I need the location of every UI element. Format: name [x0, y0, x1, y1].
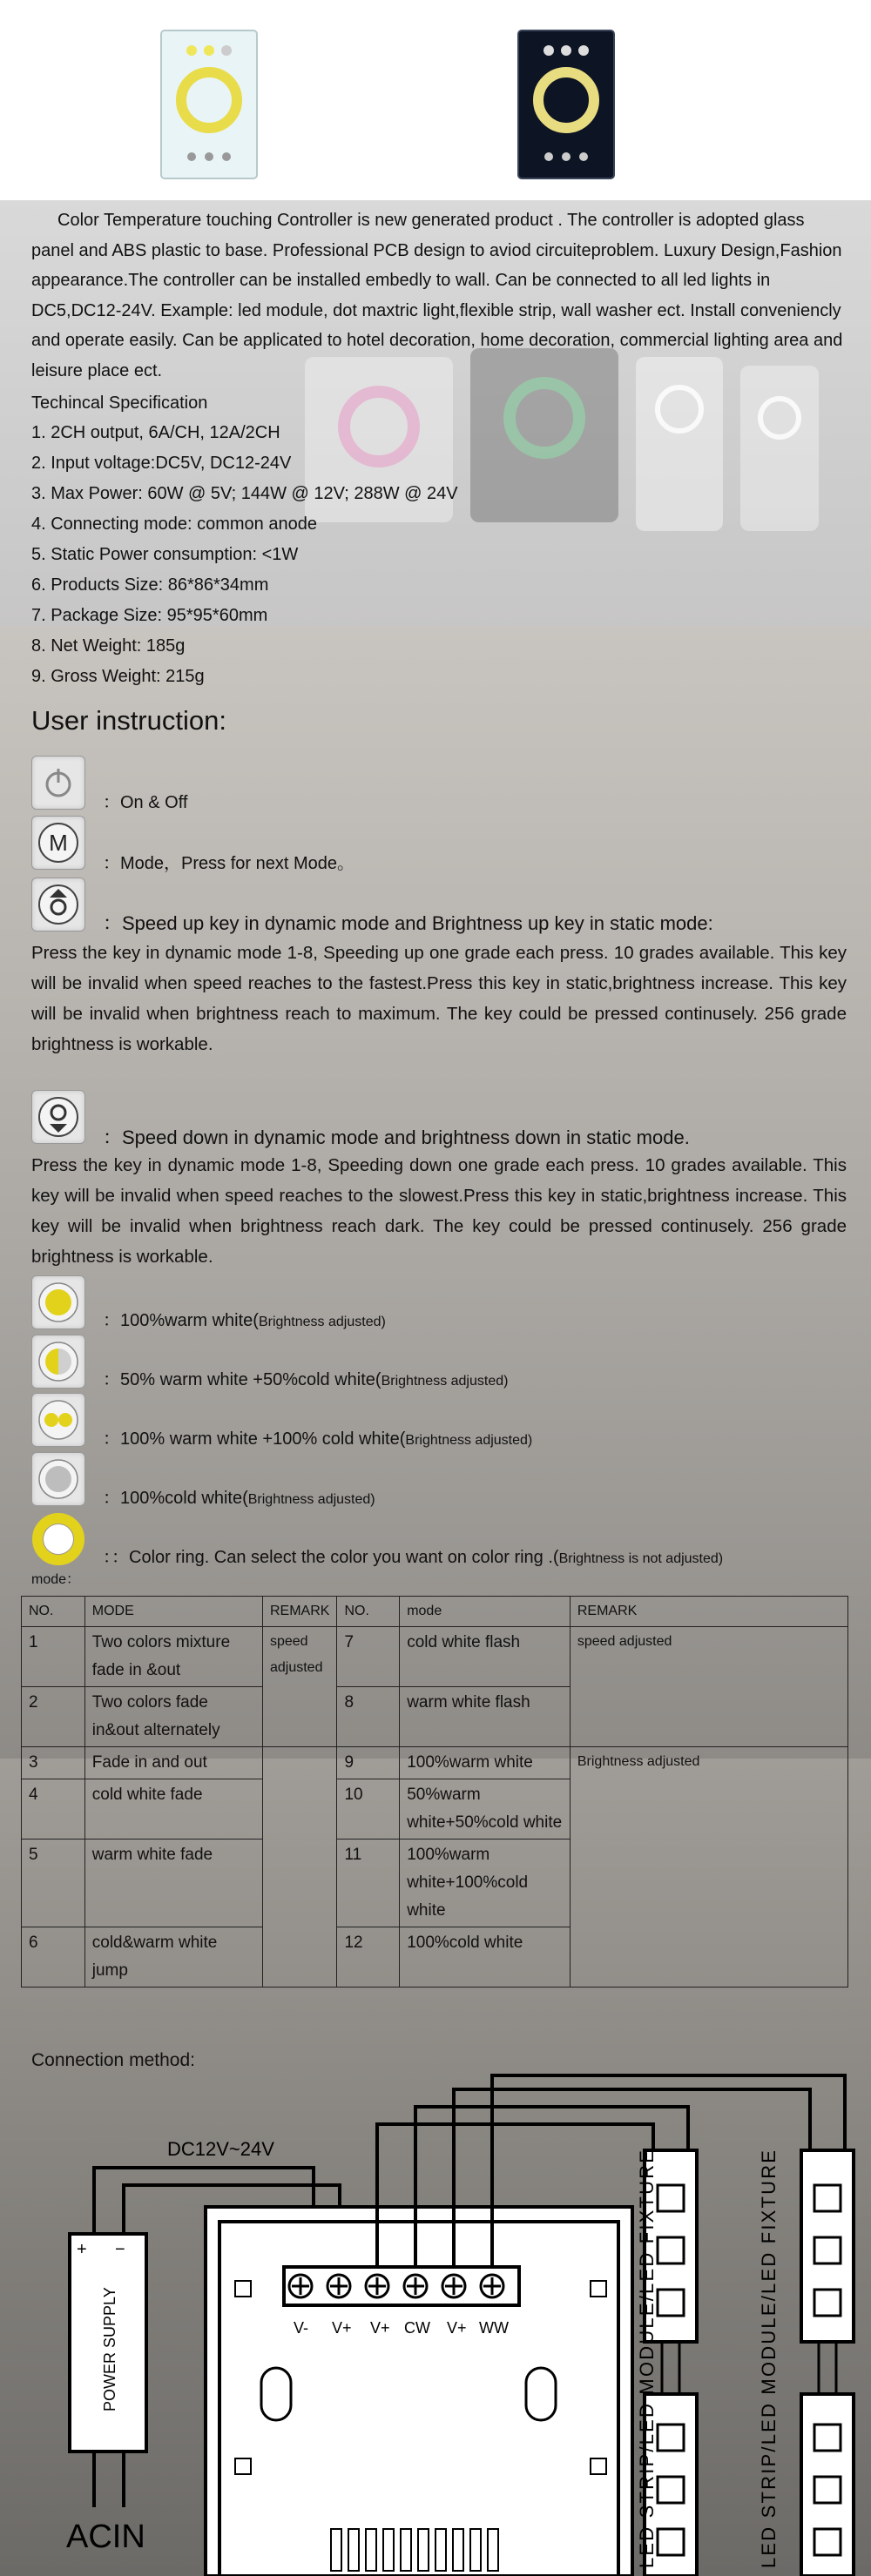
table-cell-no: 6 — [22, 1927, 85, 1987]
spec-title: Techincal Specification — [31, 393, 208, 413]
table-cell-mode: 100%cold white — [400, 1927, 571, 1987]
half-warm-cold-icon — [31, 1335, 85, 1389]
color-ring-label: ：：Color ring. Can select the color you want on color ring .(Brightness is not adjusted) — [103, 1548, 724, 1567]
cold-white-label: ：100%cold white(Brightness adjusted) — [103, 1489, 375, 1508]
table-header: mode — [400, 1597, 571, 1627]
spec-item-1: 1. 2CH output, 6A/CH, 12A/2CH — [31, 423, 280, 442]
mode-caption: mode： — [31, 1572, 81, 1587]
table-cell-no: 2 — [22, 1687, 85, 1747]
terminal-label: WW — [479, 2319, 509, 2337]
spec-item-3: 3. Max Power: 60W @ 5V; 144W @ 12V; 288W @ 24V — [31, 484, 458, 503]
table-cell-no: 3 — [22, 1747, 85, 1779]
table-cell-no: 11 — [337, 1840, 400, 1927]
full-warm-cold-icon — [31, 1393, 85, 1447]
speed-up-text: Press the key in dynamic mode 1-8, Speeding up one grade each press. 10 grades available. This key will be invalid when speed reaches to the fastest.Press this key in static,brightness increase. This key will be invalid when brightness reach to maximum. The key could be pressed continusely. 256 grade brightness is workable. — [31, 943, 847, 1054]
speed-up-key-icon — [31, 878, 85, 932]
spec-item-8: 8. Net Weight: 185g — [31, 636, 186, 656]
connection-diagram — [0, 2072, 871, 2576]
color-ring-icon — [30, 1510, 87, 1568]
spec-item-2: 2. Input voltage:DC5V, DC12-24V — [31, 454, 292, 473]
voltage-label: DC12V~24V — [167, 2138, 274, 2160]
table-cell-mode: 100%warm white+100%cold white — [400, 1840, 571, 1927]
table-cell-mode: 100%warm white — [400, 1747, 571, 1779]
full-warm-cold-label: ：100% warm white +100% cold white(Brightness adjusted) — [103, 1429, 533, 1449]
table-cell-mode: Two colors fade in&out alternately — [84, 1687, 262, 1747]
spec-item-5: 5. Static Power consumption: <1W — [31, 545, 299, 564]
half-warm-cold-label: ：50% warm white +50%cold white(Brightness adjusted) — [103, 1370, 509, 1389]
table-header: REMARK — [570, 1597, 847, 1627]
table-cell-no: 8 — [337, 1687, 400, 1747]
user-instruction-title: User instruction: — [31, 705, 226, 736]
table-header-row — [22, 1597, 848, 1627]
mode-key-label: ：Mode，Press for next Mode。 — [103, 854, 354, 873]
table-cell-mode: cold white flash — [400, 1627, 571, 1687]
warm-white-label: ：100%warm white(Brightness adjusted) — [103, 1311, 386, 1330]
warm-white-icon — [31, 1275, 85, 1329]
connection-title: Connection method: — [31, 2050, 195, 2070]
table-cell-no: 4 — [22, 1779, 85, 1840]
table-cell-no: 1 — [22, 1627, 85, 1687]
terminal-label: V+ — [332, 2319, 352, 2337]
spec-item-9: 9. Gross Weight: 215g — [31, 667, 205, 686]
table-header: MODE — [84, 1597, 262, 1627]
table-cell-no: 7 — [337, 1627, 400, 1687]
black-controller-image — [514, 26, 618, 183]
spec-item-4: 4. Connecting mode: common anode — [31, 515, 317, 534]
table-cell-no: 5 — [22, 1840, 85, 1927]
led-strip-label-2: LED STRIP/LED MODULE/LED FIXTURE — [758, 2150, 780, 2568]
white-controller-image — [157, 26, 261, 183]
power-supply-label: POWER SUPPLY — [101, 2287, 118, 2411]
table-cell-remark — [262, 1747, 336, 1987]
svg-text:M: M — [49, 830, 68, 856]
terminal-label: V+ — [370, 2319, 390, 2337]
cold-white-icon — [31, 1452, 85, 1506]
mode-table — [21, 1596, 848, 1987]
table-cell-mode: Two colors mixture fade in &out — [84, 1627, 262, 1687]
mode-key-icon — [31, 816, 85, 870]
spec-item-7: 7. Package Size: 95*95*60mm — [31, 606, 268, 625]
spec-item-6: 6. Products Size: 86*86*34mm — [31, 575, 269, 595]
terminal-label: CW — [404, 2319, 430, 2337]
speed-up-title: ：Speed up key in dynamic mode and Brightness up key in static mode: — [103, 912, 713, 934]
table-cell-mode: warm white fade — [84, 1840, 262, 1927]
speed-down-title: ：Speed down in dynamic mode and brightness down in static mode. — [103, 1127, 690, 1148]
table-cell-remark: speed adjusted — [570, 1627, 847, 1747]
table-cell-no: 12 — [337, 1927, 400, 1987]
speed-down-text: Press the key in dynamic mode 1-8, Speeding down one grade each press. 10 grades available. This key will be invalid when speed reaches to the slowest.Press this key in static,brightness increase. This key will be invalid when brightness reach dark. The key could be pressed continusely. 256 grade brightness is workable. — [31, 1155, 847, 1267]
table-header: NO. — [337, 1597, 400, 1627]
table-cell-remark: Brightness adjusted — [570, 1747, 847, 1987]
table-row — [22, 1747, 848, 1779]
speed-down-key-icon — [31, 1090, 85, 1144]
power-key-label: ：On & Off — [103, 793, 188, 812]
terminal-label: V- — [294, 2319, 309, 2337]
table-cell-mode: cold white fade — [84, 1779, 262, 1840]
table-cell-mode: 50%warm white+50%cold white — [400, 1779, 571, 1840]
table-cell-remark: speed adjusted — [262, 1627, 336, 1747]
table-header: REMARK — [262, 1597, 336, 1627]
minus-sign: − — [115, 2240, 125, 2259]
table-header: NO. — [22, 1597, 85, 1627]
table-cell-no: 9 — [337, 1747, 400, 1779]
acin-label: ACIN — [66, 2519, 145, 2555]
table-cell-mode: warm white flash — [400, 1687, 571, 1747]
led-strip-label-1: LED STRIP/LED MODULE/LED FIXTURE — [636, 2150, 658, 2568]
table-cell-no: 10 — [337, 1779, 400, 1840]
table-cell-mode: Fade in and out — [84, 1747, 262, 1779]
terminal-label: V+ — [447, 2319, 467, 2337]
table-cell-mode: cold&warm white jump — [84, 1927, 262, 1987]
power-key-icon — [31, 756, 85, 810]
table-row — [22, 1627, 848, 1687]
intro-paragraph: Color Temperature touching Controller is new generated product . The controller is adopted glass panel and ABS plastic to base. Professional PCB design to aviod circuiteproblem. Luxury Design,Fashion appearance.The controller can be installed embedly to wall. Can be connected to all led lights in DC5,DC12-24V. Example: led module, dot maxtric light,flexible strip, wall washer ect. Install conveniencly and operate easily. Can be applicated to hotel decoration, home decoration, commercial lighting area and leisure place ect. — [31, 211, 843, 380]
plus-sign: + — [77, 2240, 87, 2259]
header-background — [0, 0, 871, 200]
